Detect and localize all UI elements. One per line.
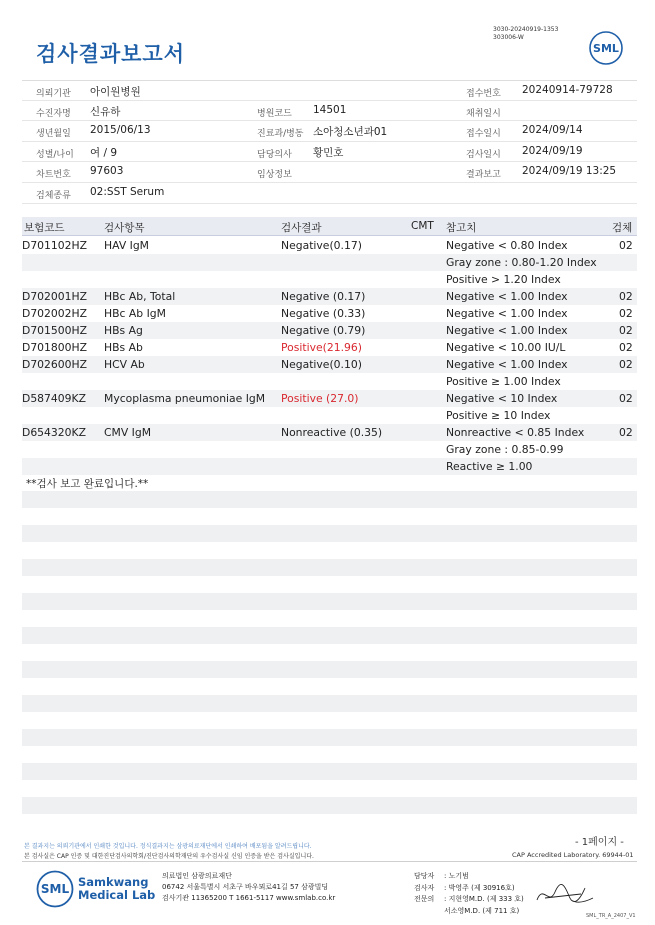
cell-item: Mycoplasma pneumoniae IgM bbox=[104, 392, 266, 405]
cell-ref: Negative < 10.00 IU/L bbox=[446, 341, 566, 354]
cell-result: Negative(0.17) bbox=[281, 239, 362, 252]
cell-item: HCV Ab bbox=[104, 358, 145, 371]
table-row bbox=[22, 271, 637, 288]
cell-code: D702002HZ bbox=[22, 307, 88, 320]
cell-item: HBc Ab, Total bbox=[104, 290, 176, 303]
table-row bbox=[22, 390, 637, 407]
cell-spec: 02 bbox=[619, 426, 633, 439]
cell-ref: Gray zone : 0.85-0.99 bbox=[446, 443, 564, 456]
svg-text:SML: SML bbox=[40, 882, 70, 896]
info-value: 2024/09/19 bbox=[522, 144, 583, 157]
document-code: 3030-20240919-1353 303006-W bbox=[493, 26, 559, 41]
info-value: 아이원병원 bbox=[90, 86, 141, 98]
cell-result: Positive(21.96) bbox=[281, 341, 362, 354]
cell-code: D587409KZ bbox=[22, 392, 87, 405]
info-label: 접수번호 bbox=[466, 89, 501, 99]
cell-ref: Gray zone : 0.80-1.20 Index bbox=[446, 256, 597, 269]
certification-notice: 본 검사실은 CAP 인증 및 대한진단검사의학회/진단검사의학재단의 우수검사실 신임 인증을 받은 검사실입니다. bbox=[24, 853, 314, 860]
cell-ref: Reactive ≥ 1.00 bbox=[446, 460, 533, 473]
sml-logo-icon bbox=[589, 31, 623, 65]
info-value: 14501 bbox=[313, 103, 347, 116]
empty-rows bbox=[22, 491, 637, 831]
cell-item: HBs Ag bbox=[104, 324, 143, 337]
empty-row bbox=[22, 695, 637, 712]
table-row bbox=[22, 339, 637, 356]
cell-item: HBc Ab IgM bbox=[104, 307, 166, 320]
info-label: 진료과/병동 bbox=[257, 129, 304, 140]
info-value: 2024/09/14 bbox=[522, 124, 583, 137]
info-value: 소아청소년과01 bbox=[313, 126, 388, 139]
table-row bbox=[22, 237, 637, 254]
table-row bbox=[22, 458, 637, 475]
cell-ref: Nonreactive < 0.85 Index bbox=[446, 426, 585, 439]
form-code: SML_TR_A_2407_V1 bbox=[586, 913, 636, 919]
info-value: 2024/09/19 13:25 bbox=[522, 165, 617, 178]
table-row bbox=[22, 356, 637, 373]
cell-item: CMV IgM bbox=[104, 426, 152, 439]
info-label: 생년월일 bbox=[36, 129, 71, 140]
empty-row bbox=[22, 763, 637, 780]
footer-divider bbox=[22, 861, 637, 862]
cell-code: D701800HZ bbox=[22, 341, 88, 354]
info-label: 접수일시 bbox=[466, 129, 501, 140]
info-row bbox=[22, 183, 637, 204]
header-specimen: 검체 bbox=[612, 222, 633, 234]
empty-row bbox=[22, 491, 637, 508]
cell-spec: 02 bbox=[619, 239, 633, 252]
patient-info-table bbox=[22, 80, 637, 204]
cell-result: Negative (0.17) bbox=[281, 290, 366, 303]
table-row bbox=[22, 441, 637, 458]
info-value: 여 / 9 bbox=[90, 146, 118, 159]
cell-ref: Positive > 1.20 Index bbox=[446, 273, 561, 286]
header-code: 보험코드 bbox=[24, 222, 65, 234]
cell-spec: 02 bbox=[619, 307, 633, 320]
info-label: 의뢰기관 bbox=[36, 89, 71, 99]
empty-row bbox=[22, 593, 637, 610]
info-value: 02:SST Serum bbox=[90, 185, 165, 198]
cell-item: HBs Ab bbox=[104, 341, 143, 354]
info-label: 수진자명 bbox=[36, 108, 71, 119]
info-label: 채취일시 bbox=[466, 108, 501, 119]
cell-result: Positive (27.0) bbox=[281, 392, 359, 405]
table-row bbox=[22, 322, 637, 339]
table-row bbox=[22, 288, 637, 305]
cell-spec: 02 bbox=[619, 392, 633, 405]
cap-accreditation: CAP Accredited Laboratory. 69944-01 bbox=[512, 851, 634, 859]
signature-icon bbox=[535, 880, 595, 908]
info-label: 검사일시 bbox=[466, 149, 501, 160]
cell-code: D701500HZ bbox=[22, 324, 88, 337]
table-row bbox=[22, 254, 637, 271]
info-label: 담당의사 bbox=[257, 149, 292, 160]
empty-row bbox=[22, 627, 637, 644]
cell-ref: Negative < 1.00 Index bbox=[446, 290, 568, 303]
cell-spec: 02 bbox=[619, 290, 633, 303]
cell-code: D702600HZ bbox=[22, 358, 88, 371]
cell-spec: 02 bbox=[619, 358, 633, 371]
info-row bbox=[22, 80, 637, 101]
header-reference: 참고치 bbox=[446, 222, 477, 234]
cell-ref: Negative < 1.00 Index bbox=[446, 358, 568, 371]
header-result: 검사결과 bbox=[281, 222, 322, 234]
info-row bbox=[22, 142, 637, 163]
empty-row bbox=[22, 559, 637, 576]
cell-spec: 02 bbox=[619, 324, 633, 337]
print-notice: 본 결과지는 의뢰기관에서 인쇄한 것입니다. 정식결과지는 삼광의료재단에서 인쇄하여 배포됨을 알려드립니다. bbox=[24, 843, 312, 850]
sml-footer-logo-icon bbox=[36, 870, 74, 908]
table-row bbox=[22, 424, 637, 441]
cell-code: D654320KZ bbox=[22, 426, 87, 439]
cell-ref: Positive ≥ 10 Index bbox=[446, 409, 551, 422]
cell-result: Nonreactive (0.35) bbox=[281, 426, 383, 439]
svg-text:SML: SML bbox=[593, 42, 619, 55]
info-value: 20240914-79728 bbox=[522, 84, 613, 96]
header-cmt: CMT bbox=[411, 220, 434, 232]
results-table bbox=[22, 237, 637, 475]
info-label: 임상정보 bbox=[257, 170, 292, 181]
info-label: 검체종류 bbox=[36, 190, 71, 201]
cell-spec: 02 bbox=[619, 341, 633, 354]
info-value: 97603 bbox=[90, 165, 124, 178]
cell-result: Negative(0.10) bbox=[281, 358, 362, 371]
info-value: 신유하 bbox=[90, 105, 121, 118]
table-row bbox=[22, 305, 637, 322]
info-label: 성별/나이 bbox=[36, 149, 74, 160]
empty-row bbox=[22, 797, 637, 814]
cell-ref: Negative < 10 Index bbox=[446, 392, 558, 405]
cell-ref: Negative < 1.00 Index bbox=[446, 307, 568, 320]
info-value: 2015/06/13 bbox=[90, 124, 151, 137]
header-item: 검사항목 bbox=[104, 222, 145, 234]
cell-ref: Negative < 0.80 Index bbox=[446, 239, 568, 252]
results-header bbox=[22, 217, 637, 236]
info-label: 차트번호 bbox=[36, 170, 71, 181]
report-title: 검사결과보고서 bbox=[36, 42, 186, 66]
cell-code: D701102HZ bbox=[22, 239, 88, 252]
page-number: - 1페이지 - bbox=[575, 837, 624, 848]
info-row bbox=[22, 101, 637, 122]
empty-row bbox=[22, 525, 637, 542]
info-row bbox=[22, 162, 637, 183]
cell-item: HAV IgM bbox=[104, 239, 149, 252]
lab-address: 의료법인 삼광의료재단 06742 서울특별시 서초구 바우뫼로41길 57 삼광빌딩 검사기관 11365200 T 1661-5117 www.smlab.co.kr bbox=[162, 872, 336, 902]
info-row bbox=[22, 121, 637, 142]
info-label: 병원코드 bbox=[257, 108, 292, 119]
table-row bbox=[22, 373, 637, 390]
empty-row bbox=[22, 729, 637, 746]
info-value: 황민호 bbox=[313, 146, 344, 159]
cell-ref: Positive ≥ 1.00 Index bbox=[446, 375, 561, 388]
cell-ref: Negative < 1.00 Index bbox=[446, 324, 568, 337]
empty-row bbox=[22, 661, 637, 678]
info-label: 결과보고 bbox=[466, 170, 501, 181]
cell-result: Negative (0.33) bbox=[281, 307, 366, 320]
cell-code: D702001HZ bbox=[22, 290, 88, 303]
report-complete-text: **검사 보고 완료입니다.** bbox=[26, 478, 149, 490]
brand-name: Samkwang Medical Lab bbox=[78, 875, 156, 902]
table-row bbox=[22, 407, 637, 424]
staff-list: 담당자 : 노기범 검사자 : 박영주 (제 30916호) 전문의 : 지현영M.D. (제 333 호) 서소영M.D. (제 711 호) bbox=[414, 872, 524, 915]
cell-result: Negative (0.79) bbox=[281, 324, 366, 337]
